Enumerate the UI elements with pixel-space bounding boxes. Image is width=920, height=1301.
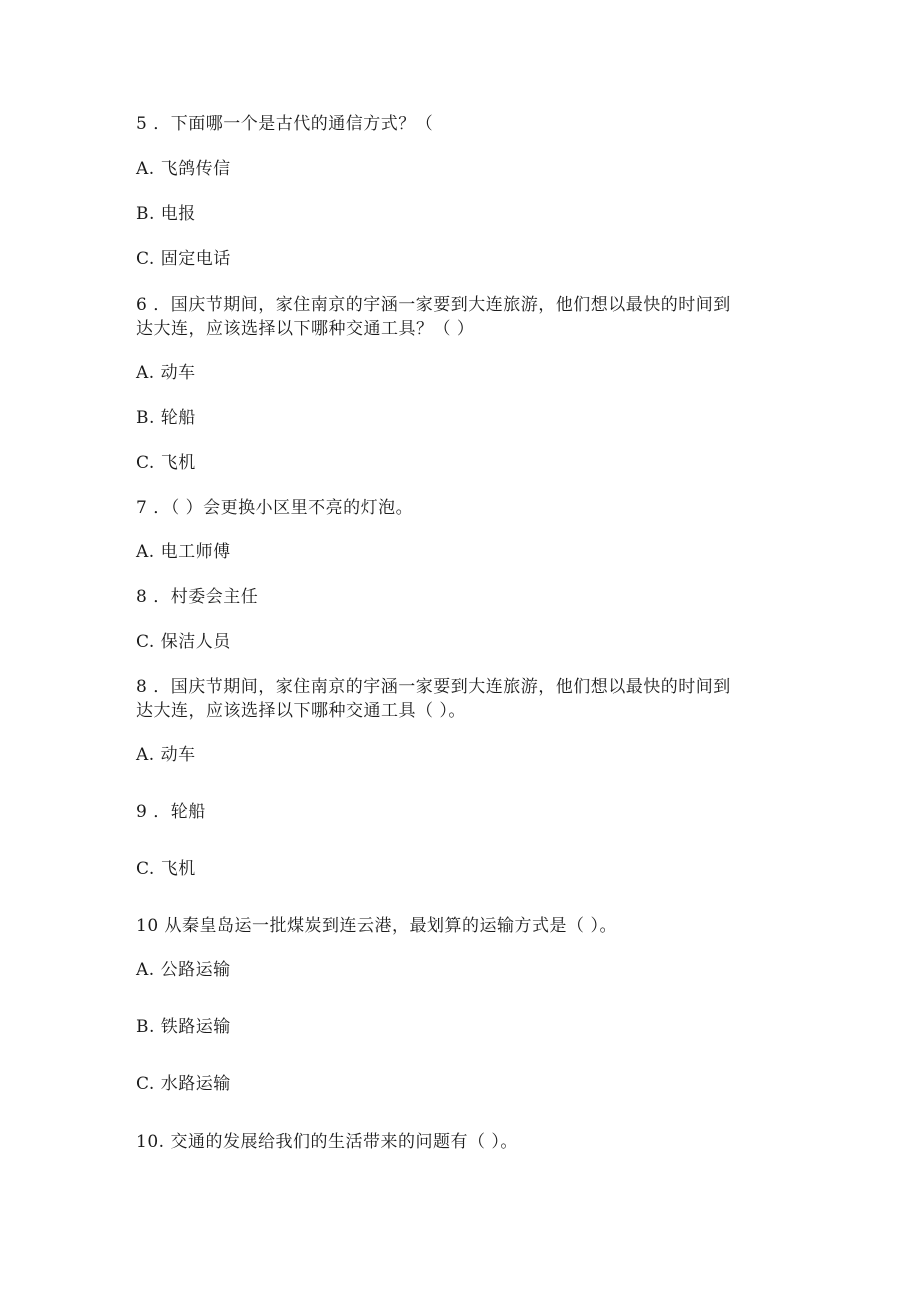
question-7: 7 ．（ ）会更换小区里不亮的灯泡。 — [136, 498, 414, 518]
option-c: C. 保洁人员 — [136, 632, 231, 652]
option-c: C. 水路运输 — [136, 1074, 231, 1094]
question-10b: 10. 交通的发展给我们的生活带来的问题有（ ）。 — [136, 1132, 518, 1152]
question-6-line-2: 达大连，应该选择以下哪种交通工具？（ ） — [136, 319, 475, 339]
question-8-line-2: 达大连，应该选择以下哪种交通工具（ ）。 — [136, 701, 466, 721]
option-8: 8 ．村委会主任 — [136, 587, 259, 607]
option-b: B. 轮船 — [136, 408, 196, 428]
option-a: A. 公路运输 — [136, 960, 231, 980]
option-c: C. 飞机 — [136, 859, 196, 879]
option-a: A. 动车 — [136, 363, 196, 383]
option-b: B. 电报 — [136, 204, 196, 224]
question-5: 5 ．下面哪一个是古代的通信方式？（ — [136, 114, 434, 134]
question-8-line-1: 8 ．国庆节期间，家住南京的宇涵一家要到大连旅游，他们想以最快的时间到 — [136, 677, 731, 697]
option-a: A. 飞鸽传信 — [136, 159, 231, 179]
question-6-line-1: 6 ．国庆节期间，家住南京的宇涵一家要到大连旅游，他们想以最快的时间到 — [136, 295, 731, 315]
option-c: C. 固定电话 — [136, 249, 231, 269]
option-a: A. 动车 — [136, 745, 196, 765]
option-a: A. 电工师傅 — [136, 542, 231, 562]
option-b: B. 铁路运输 — [136, 1017, 231, 1037]
question-10: 10 从秦皇岛运一批煤炭到连云港，最划算的运输方式是（ ）。 — [136, 916, 617, 936]
option-9: 9 ．轮船 — [136, 802, 206, 822]
option-c: C. 飞机 — [136, 453, 196, 473]
